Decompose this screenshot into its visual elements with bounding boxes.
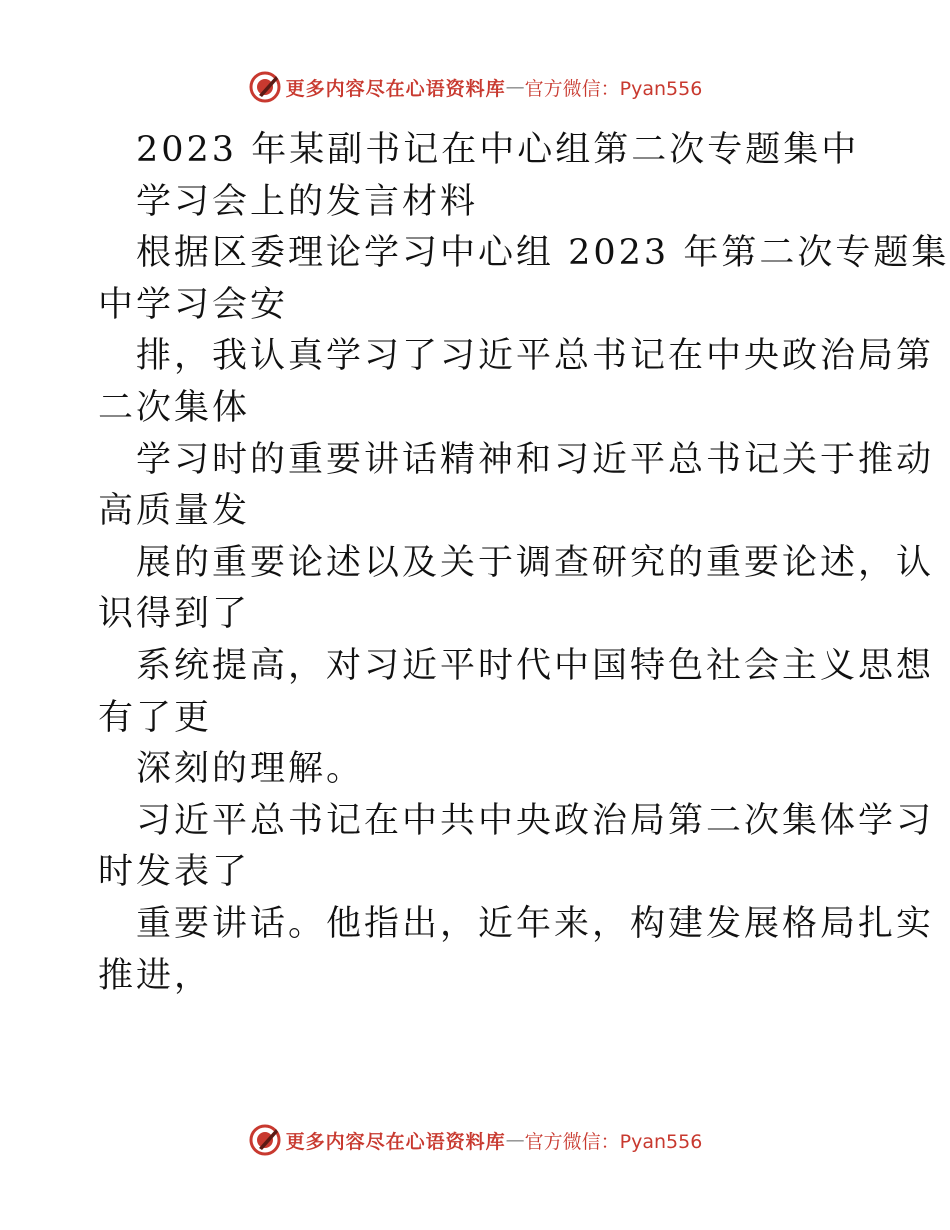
- text-line: 重要讲话。他指出，近年来，构建发展格局扎实: [136, 903, 935, 944]
- header-banner: [0, 70, 950, 104]
- text-line: 时发表了: [98, 852, 251, 893]
- quill-seal-logo-icon: [248, 70, 282, 104]
- text-line: 推进，: [98, 955, 213, 996]
- text-line: 展的重要论述以及关于调查研究的重要论述，认: [136, 542, 935, 583]
- title-line-1: 2023 年某副书记在中心组第二次专题集中: [136, 130, 860, 170]
- wechat-id: 官方微信：Pyan556: [524, 1130, 703, 1153]
- text-line: 中学习会安: [98, 284, 289, 325]
- wechat-id: 官方微信：Pyan556: [524, 77, 703, 100]
- text-line: 学习时的重要讲话精神和习近平总书记关于推动: [136, 439, 935, 480]
- text-line: 深刻的理解。: [136, 749, 365, 790]
- promo-text: 更多内容尽在心语资料库: [285, 77, 506, 100]
- text-line: 识得到了: [98, 594, 251, 635]
- footer-banner: [0, 1123, 950, 1157]
- banner-separator: —: [505, 1129, 525, 1151]
- text-line: 二次集体: [98, 387, 251, 428]
- document-body: [98, 125, 950, 1002]
- text-line: 高质量发: [98, 491, 251, 532]
- text-line: 习近平总书记在中共中央政治局第二次集体学习: [136, 800, 935, 841]
- text-line: 排，我认真学习了习近平总书记在中央政治局第: [136, 336, 935, 377]
- quill-seal-logo-icon: [248, 1123, 282, 1157]
- banner-separator: —: [505, 76, 525, 98]
- text-line: 有了更: [98, 697, 213, 738]
- promo-text: 更多内容尽在心语资料库: [285, 1130, 506, 1153]
- text-line: 系统提高，对习近平时代中国特色社会主义思想: [136, 645, 935, 686]
- text-line: 根据区委理论学习中心组 2023 年第二次专题集: [136, 233, 950, 274]
- title-line-2: 学习会上的发言材料: [136, 181, 479, 222]
